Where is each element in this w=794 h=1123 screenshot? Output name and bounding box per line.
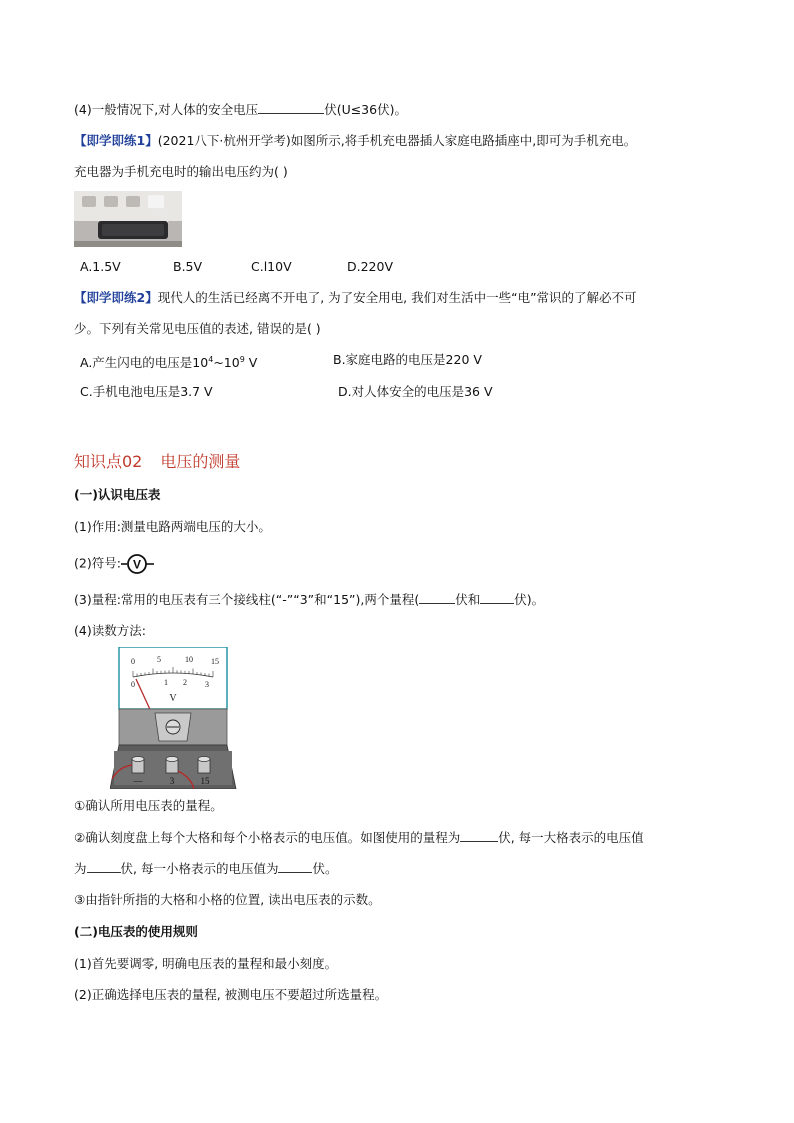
scale-top-label-0: 0	[131, 657, 135, 666]
terminal-label-3: 3	[169, 776, 175, 786]
exercise-2-option-b[interactable]: B.家庭电路的电压是220 V	[333, 352, 482, 367]
exercise-1-line-1	[74, 132, 636, 150]
symbol-label: (2)符号:	[74, 555, 121, 571]
rule-1: (1)首先要调零, 明确电压表的量程和最小刻度。	[74, 956, 338, 971]
step-2-text-b: 伏, 每一大格表示的电压值	[498, 830, 644, 845]
step-2-blank-3[interactable]	[278, 860, 312, 873]
option-a-suffix: V	[244, 355, 258, 371]
step-1: ①确认所用电压表的量程。	[74, 798, 223, 813]
scale-bottom-label-0: 0	[131, 680, 135, 689]
exercise-2-option-a[interactable]	[80, 351, 257, 372]
part-1-header: (一)认识电压表	[74, 487, 161, 502]
step-2-text-d: 伏, 每一小格表示的电压值为	[120, 861, 279, 876]
question-4-text: (4)一般情况下,对人体的安全电压	[74, 102, 259, 117]
step-3: ③由指针所指的大格和小格的位置, 读出电压表的示数。	[74, 892, 381, 907]
voltmeter-symbol-icon	[121, 553, 155, 575]
terminal-label-15: 15	[200, 776, 210, 786]
exercise-2-text: 现代人的生活已经离不开电了, 为了安全用电, 我们对生活中一些“电”常识的了解必不可	[157, 290, 637, 305]
range-blank-1[interactable]	[419, 591, 455, 604]
rule-2: (2)正确选择电压表的量程, 被测电压不要超过所选量程。	[74, 987, 388, 1002]
exercise-1-option-b[interactable]: B.5V	[173, 259, 203, 274]
part-1-item-1: (1)作用:测量电路两端电压的大小。	[74, 519, 271, 534]
section-number: 知识点02	[74, 452, 143, 471]
option-a-exp2: 9	[239, 355, 245, 364]
section-title: 电压的测量	[160, 452, 241, 471]
exercise-1-option-a[interactable]: A.1.5V	[80, 259, 121, 274]
option-a-mid: ~10	[213, 355, 240, 371]
range-blank-2[interactable]	[480, 591, 514, 604]
voltmeter-symbol-letter: V	[132, 557, 141, 572]
step-2-text-c: 为	[74, 861, 87, 876]
option-a-exp1: 4	[208, 355, 214, 364]
exercise-2-line-2: 少。下列有关常见电压值的表述, 错误的是( )	[74, 321, 321, 336]
exercise-2-line-1	[74, 289, 637, 307]
part-2-header: (二)电压表的使用规则	[74, 924, 198, 939]
exercise-1-tag: 【即学即练1】	[74, 133, 158, 148]
terminal-15[interactable]	[198, 757, 210, 774]
part-1-item-4: (4)读数方法:	[74, 623, 146, 638]
scale-top-label-10: 10	[185, 655, 193, 664]
question-4	[74, 101, 407, 119]
range-text-b: 伏和	[455, 592, 481, 607]
exercise-2-option-c[interactable]: C.手机电池电压是3.7 V	[80, 384, 213, 399]
terminal-negative[interactable]	[132, 757, 144, 774]
range-text-a: (3)量程:常用的电压表有三个接线柱(“-”“3”和“15”),两个量程(	[74, 592, 420, 607]
answer-blank[interactable]	[258, 101, 324, 114]
terminal-label-negative: —	[133, 776, 143, 786]
scale-top-label-15: 15	[211, 657, 219, 666]
exercise-2-tag: 【即学即练2】	[74, 290, 158, 305]
charger-socket-photo	[74, 191, 182, 247]
step-2-blank-1[interactable]	[460, 829, 498, 842]
step-2-blank-2[interactable]	[87, 860, 121, 873]
part-1-item-2	[74, 553, 155, 575]
range-text-c: 伏)。	[514, 592, 545, 607]
voltmeter-diagram	[110, 647, 240, 789]
step-2-line-2	[74, 860, 337, 878]
exercise-1-option-d[interactable]: D.220V	[347, 259, 394, 274]
terminal-3[interactable]	[166, 757, 178, 774]
scale-bottom-label-1: 1	[164, 678, 168, 687]
scale-bottom-label-2: 2	[183, 678, 187, 687]
step-2-line-1	[74, 829, 644, 847]
part-1-item-3	[74, 591, 544, 609]
question-4-suffix: 伏(U≤36伏)。	[324, 102, 407, 117]
exercise-1-text: (2021八下·杭州开学考)如图所示,将手机充电器插人家庭电路插座中,即可为手机充电。	[157, 133, 637, 148]
option-a-prefix: A.产生闪电的电压是10	[80, 355, 209, 371]
scale-top-label-5: 5	[157, 655, 161, 664]
section-heading	[74, 449, 240, 472]
meter-unit-label: V	[169, 693, 177, 704]
exercise-1-line-2: 充电器为手机充电时的输出电压约为( )	[74, 164, 288, 179]
exercise-2-option-d[interactable]: D.对人体安全的电压是36 V	[338, 384, 493, 399]
step-2-text-a: ②确认刻度盘上每个大格和每个小格表示的电压值。如图使用的量程为	[74, 830, 461, 845]
step-2-text-e: 伏。	[312, 861, 338, 876]
exercise-1-option-c[interactable]: C.l10V	[251, 259, 292, 274]
scale-bottom-label-3: 3	[205, 680, 209, 689]
